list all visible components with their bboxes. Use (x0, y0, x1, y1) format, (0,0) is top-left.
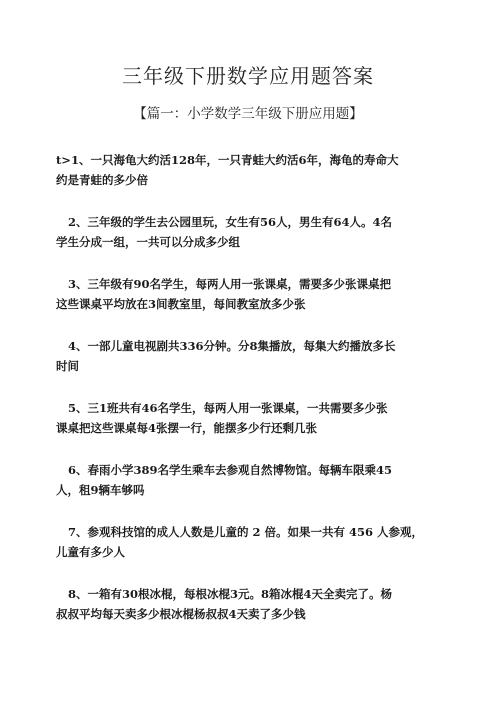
question-line: 3、三年级有90名学生，每两人用一张课桌，需要多少张课桌把 (68, 277, 392, 291)
question-item (56, 398, 456, 438)
question-line: 2、三年级的学生去公园里玩，女生有56人，男生有64人。4名 (68, 215, 393, 229)
question-line: 学生分成一组，一共可以分成多少组 (56, 235, 240, 249)
question-item (56, 274, 456, 314)
question-line: 时间 (56, 359, 79, 373)
question-line: 5、三1班共有46名学生，每两人用一张课桌，一共需要多少张 (68, 401, 388, 415)
question-line: 儿童有多少人 (56, 545, 125, 559)
question-line: 人，租9辆车够吗 (56, 483, 145, 497)
question-line: t>1、一只海龟大约活128年，一只青蛙大约活6年，海龟的寿命大 (56, 153, 399, 167)
question-line: 8、一箱有30根冰棍，每根冰棍3元。8箱冰棍4天全卖完了。杨 (68, 587, 393, 601)
question-line: 叔叔平均每天卖多少根冰棍杨叔叔4天卖了多少钱 (56, 607, 306, 621)
document-title: 三年级下册数学应用题答案 (122, 64, 374, 88)
question-line: 4、一部儿童电视剧共336分钟。分8集播放，每集大约播放多长 (68, 339, 396, 353)
question-item (56, 522, 456, 562)
question-line: 6、春雨小学389名学生乘车去参观自然博物馆。每辆车限乘45 (68, 463, 393, 477)
question-line: 约是青蛙的多少倍 (56, 173, 148, 187)
question-item (56, 584, 456, 624)
question-item (56, 460, 456, 500)
question-item (56, 336, 456, 376)
question-line: 7、参观科技馆的成人人数是儿童的 2 倍。如果一共有 456 人参观， (68, 525, 424, 539)
question-line: 课桌把这些课桌每4张摆一行，能摆多少行还剩几张 (56, 421, 317, 435)
question-item (56, 212, 456, 252)
document-subtitle: 【篇一：小学数学三年级下册应用题】 (133, 106, 363, 122)
question-item (56, 150, 456, 190)
question-line: 这些课桌平均放在3间教室里，每间教室放多少张 (56, 297, 306, 311)
